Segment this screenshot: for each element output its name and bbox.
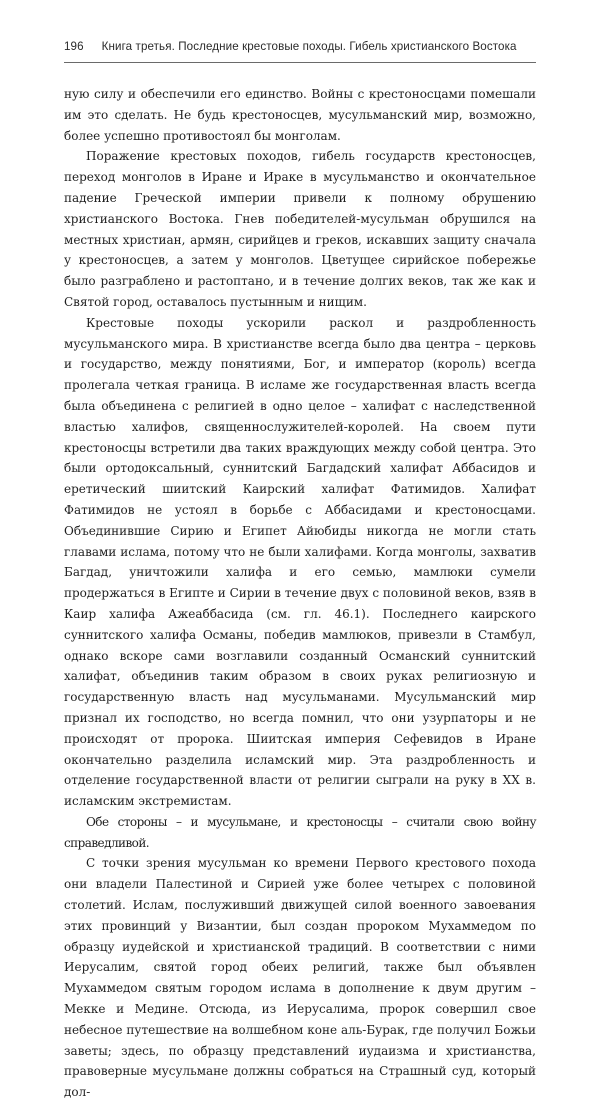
paragraph: Поражение крестовых походов, гибель государств крестоносцев, переход монголов в Иране и Ираке в мусульманство и окончательное падение Греческой империи привели к полному обрушению христианского Востока. Гнев победителей-мусульман обрушился на местных христиан, армян, сирийцев и греков, искавших защиту сначала у крестоносцев, а затем у монголов. Цветущее сирийское побережье было разграблено и растоптано, и в течение долгих веков, так же как и Святой город, оставалось пустынным и нищим.: [64, 149, 536, 309]
paragraph: Обе стороны – и мусульмане, и крестоносцы – считали свою войну справедливой.: [64, 814, 536, 850]
running-header: [64, 40, 536, 53]
paragraph: С точки зрения мусульман ко времени Первого крестового похода они владели Палестиной и Сирией уже более четырех с половиной столетий. Ислам, послуживший движущей силой военного завоевания этих провинций у Византии, был создан пророком Мухаммедом по образцу иудейской и христианской традиций. В соответствии с ними Иерусалим, святой город обеих религий, также был объявлен Мухаммедом святым городом ислама в дополнение к двум другим – Мекке и Медине. Отсюда, из Иерусалима, пророк совершил свое небесное путешествие на волшебном коне аль-Бурак, где получил Божьи заветы; здесь, по образцу представлений иудаизма и христианства, правоверные мусульмане должны собраться на Страшный суд, который дол-: [64, 856, 536, 1100]
running-title: Книга третья. Последние крестовые походы. Гибель христианского Востока: [101, 40, 517, 53]
page-number: 196: [64, 40, 84, 53]
paragraph-continued: ную силу и обеспечили его единство. Войны с крестоносцами помешали им это сделать. Не будь крестоносцев, мусульманский мир, возможно, более успешно противостоял бы монголам.: [64, 87, 536, 143]
header-rule: [64, 62, 536, 63]
body-text: [64, 84, 536, 1103]
paragraph: Крестовые походы ускорили раскол и раздробленность мусульманского мира. В христианстве всегда было два центра – церковь и государство, между понятиями, Бог, и император (король) всегда пролегала четкая граница. В исламе же государственная власть всегда была объединена с религией в одно целое – халифат с наследственной властью халифов, священнослужителей-королей. На своем пути крестоносцы встретили два таких враждующих между собой центра. Это были ортодоксальный, суннитский Багдадский халифат Аббасидов и еретический шиитский Каирский халифат Фатимидов. Халифат Фатимидов не устоял в борьбе с Аббасидами и крестоносцами. Объединившие Сирию и Египет Айюбиды никогда не могли стать главами ислама, потому что не были халифами. Когда монголы, захватив Багдад, уничтожили халифа и его семью, мамлюки сумели продержаться в Египте и Сирии в течение двух с половиной веков, взяв в Каир халифа Ажеаббасида (см. гл. 46.1). Последнего каирского суннитского халифа Османы, победив мамлюков, привезли в Стамбул, однако вскоре сами возглавили созданный Османский суннитский халифат, объединив таким образом в своих руках религиозную и государственную власть над мусульманами. Мусульманский мир признал их господство, но всегда помнил, что они узурпаторы и не происходят от пророка. Шиитская империя Сефевидов в Иране окончательно разделила исламский мир. Эта раздробленность и отделение государственной власти от религии сыграли на руку в XX в. исламским экстремистам.: [64, 315, 536, 809]
